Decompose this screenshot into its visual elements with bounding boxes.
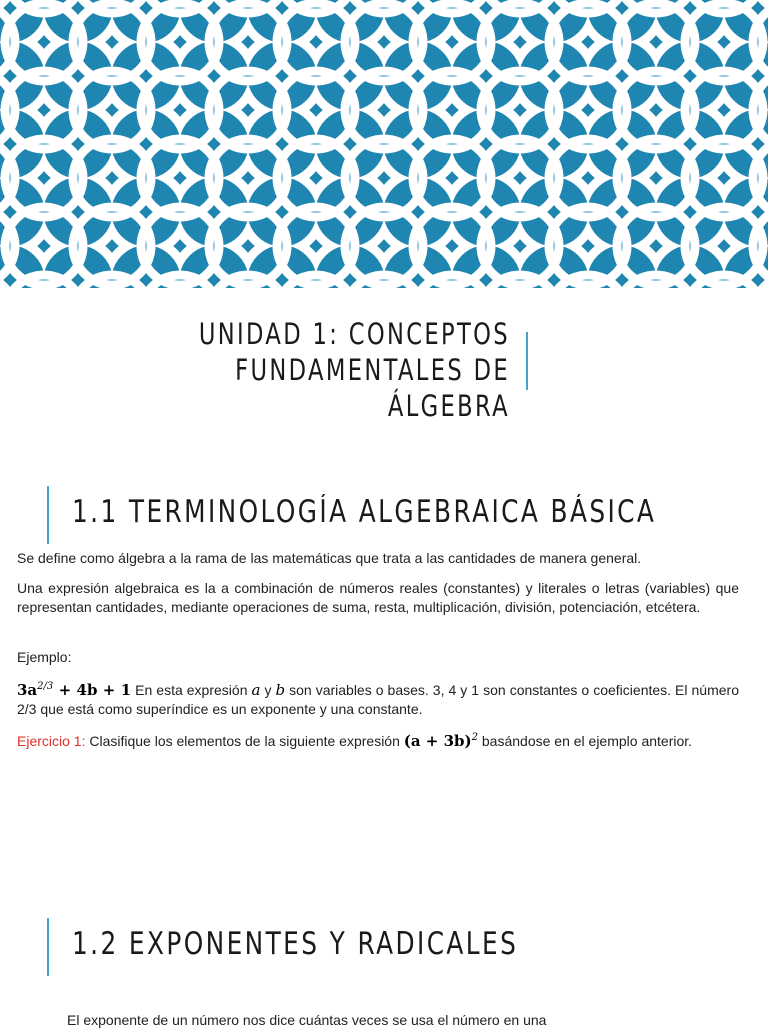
- example-expr-exponent: 2/3: [37, 681, 54, 692]
- example-expr-base: 3a: [17, 681, 38, 699]
- accent-bar: [47, 486, 49, 544]
- variable-b: b: [275, 681, 286, 699]
- exercise-expr: (a + 3b): [403, 732, 472, 750]
- example-expr-rest: + 4b + 1: [53, 681, 132, 699]
- paragraph-example: [17, 677, 739, 719]
- accent-bar: [526, 332, 528, 390]
- exercise-expr-exponent: 2: [471, 732, 478, 743]
- example-text-1: En esta expresión: [131, 682, 252, 698]
- unit-title-line-1: UNIDAD 1: CONCEPTOS: [198, 317, 510, 351]
- example-label: Ejemplo:: [17, 649, 72, 665]
- section-heading-1: 1.1 TERMINOLOGÍA ALGEBRAICA BÁSICA: [72, 494, 657, 530]
- example-expression: [17, 681, 131, 699]
- exercise-text-1: Clasifique los elementos de la siguiente expresión: [85, 733, 404, 749]
- example-text-2: son variables o bases. 3, 4 y 1 son constantes o coeficientes. El número 2/3 que está como superíndice es un exponente y una constante.: [17, 682, 739, 717]
- unit-title-line-2: FUNDAMENTALES DE ÁLGEBRA: [235, 353, 510, 423]
- decorative-banner: [0, 0, 768, 288]
- paragraph-definition: Se define como álgebra a la rama de las matemáticas que trata a las cantidades de manera general.: [17, 550, 642, 566]
- paragraph-exercise: [17, 728, 739, 751]
- exercise-label: Ejercicio 1:: [17, 733, 86, 749]
- exercise-expression: [404, 732, 478, 750]
- example-text-y: y: [260, 682, 276, 698]
- exercise-text-2: basándose en el ejemplo anterior.: [478, 733, 693, 749]
- section-heading-2: 1.2 EXPONENTES Y RADICALES: [72, 926, 519, 962]
- accent-bar: [47, 918, 49, 976]
- paragraph-expression: Una expresión algebraica es la a combinación de números reales (constantes) y literales o letras (variables) que representan cantidades, mediante operaciones de suma, resta, multiplicación, división, potenciación, etcétera.: [17, 580, 739, 615]
- variable-a: a: [251, 681, 261, 699]
- paragraph-exponent-partial: El exponente de un número nos dice cuántas veces se usa el número en una: [67, 1012, 547, 1028]
- circle-lattice-pattern: [0, 0, 768, 288]
- unit-title: [112, 316, 510, 424]
